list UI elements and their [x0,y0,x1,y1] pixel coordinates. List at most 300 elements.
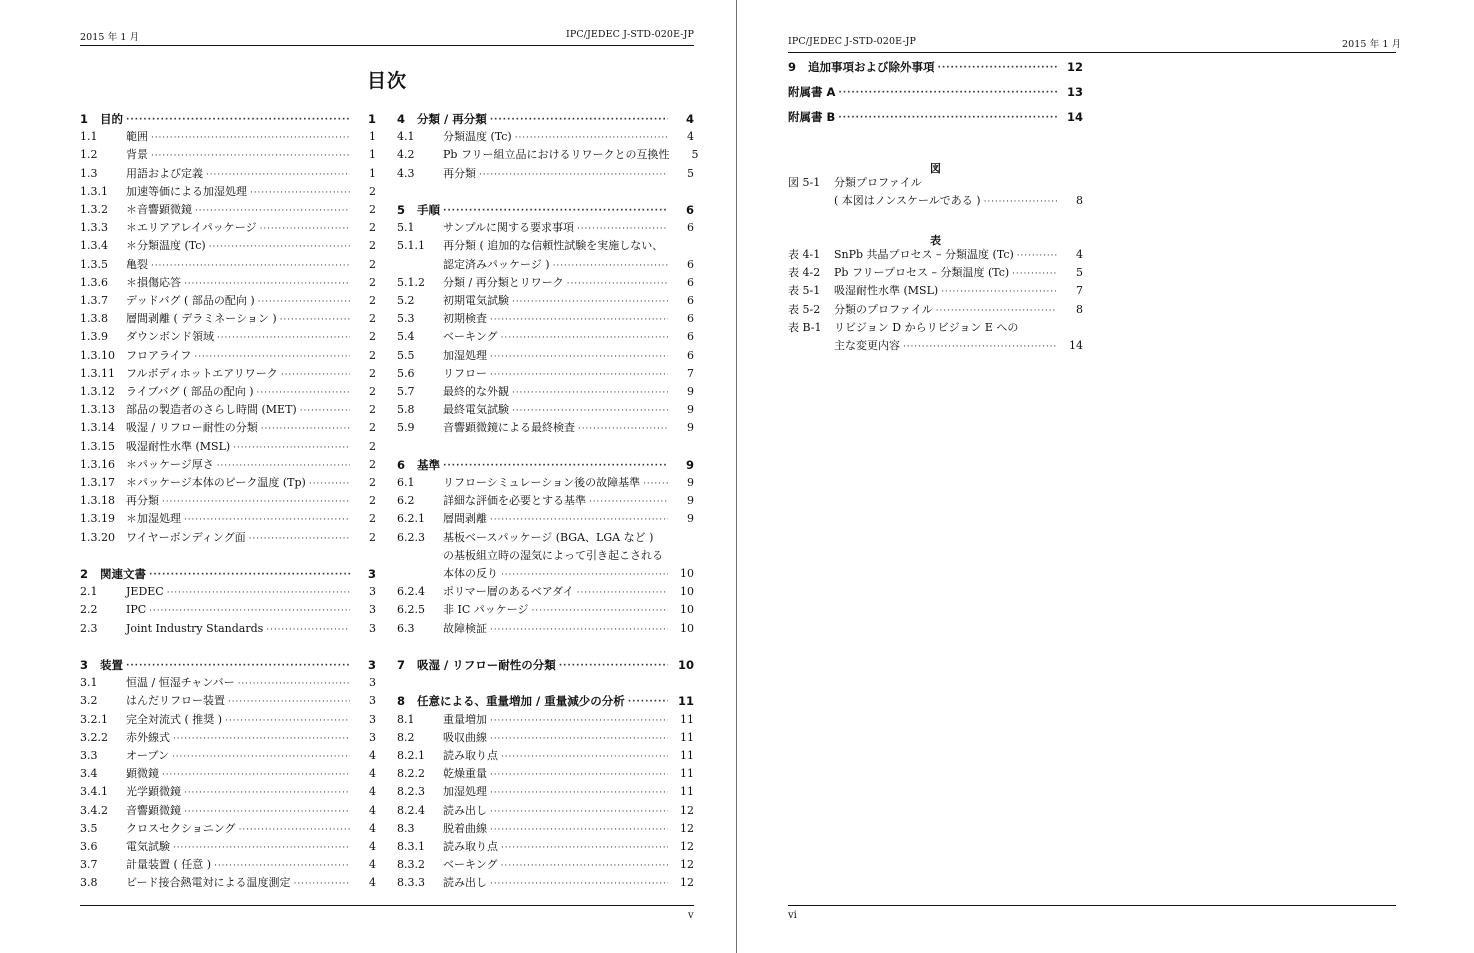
toc-entry[interactable] [397,128,694,144]
toc-entry-page: 6 [685,203,694,217]
toc-entry-number: 7 [397,658,406,672]
toc-entry[interactable] [80,219,376,235]
toc-entry-page: 6 [687,275,694,289]
toc-entry[interactable] [397,729,694,745]
toc-entry-number: 3.3 [80,749,98,762]
toc-entry[interactable] [80,492,376,508]
toc-entry[interactable] [397,856,694,872]
toc-entry-page: 11 [680,730,694,744]
toc-entry-title: 附属書 B [788,110,836,124]
toc-entry[interactable] [788,282,1083,298]
toc-entry-title: 故障検証 [443,621,487,635]
toc-entry-title: 完全対流式 ( 推奨 ) [126,712,223,726]
toc-entry-title: ビード接合熱電対による温度測定 [126,876,291,890]
toc-entry[interactable] [80,383,376,399]
toc-entry-title: 初期検査 [443,312,487,326]
toc-leader-dots [206,169,350,181]
toc-entry[interactable] [80,347,376,363]
header-rule [80,45,694,46]
toc-entry-page: 2 [369,530,376,544]
toc-leader-dots [553,260,668,272]
toc-entry-title: 吸湿 / リフロー耐性の分類 [417,658,556,672]
toc-entry-number: 6.1 [397,476,415,489]
toc-leader-dots [941,286,1057,298]
toc-entry-number: 3.1 [80,676,98,690]
toc-leader-dots [162,496,350,508]
toc-section-heading[interactable] [397,110,694,126]
toc-leader-dots [309,478,350,490]
toc-entry-title: 初期電気試験 [443,294,509,307]
toc-leader-dots [266,624,350,636]
toc-entry-title: ＊パッケージ本体のピーク温度 (Tp) [126,476,306,489]
toc-entry-number: 1.3.14 [80,421,115,435]
toc-entry[interactable] [788,319,1083,335]
toc-leader-dots [149,605,350,617]
toc-entry-page: 6 [687,221,694,235]
toc-entry-number: 1.2 [80,148,98,162]
toc-entry[interactable] [397,601,694,617]
toc-entry[interactable] [80,128,376,144]
toc-entry[interactable] [80,365,376,381]
toc-entry[interactable] [397,310,694,326]
toc-entry[interactable] [80,674,376,690]
toc-entry-page: 2 [369,421,376,435]
toc-entry-number: 5.2 [397,294,415,307]
toc-entry[interactable] [80,874,376,890]
toc-entry-title: 吸湿 / リフロー耐性の分類 [126,421,258,435]
toc-leader-dots [577,223,668,235]
toc-section-heading[interactable] [788,58,1083,74]
toc-leader-dots [195,205,350,217]
toc-entry[interactable] [80,729,376,745]
toc-entry-title: ＊分類温度 (Tc) [126,239,206,253]
toc-entry-title: 顕微鏡 [126,767,159,781]
toc-leader-dots [643,478,668,490]
toc-entry-page: 5 [691,148,699,162]
footer-rule [80,905,694,906]
toc-entry-page: 10 [680,567,694,580]
toc-leader-dots [239,824,350,836]
toc-entry-title: 再分類 ( 追加的な信頼性試験を実施しない、 [443,239,664,253]
toc-entry[interactable] [397,529,694,545]
toc-entry-page: 3 [369,730,376,744]
toc-entry-number: 1.3.10 [80,348,115,362]
toc-entry[interactable] [80,765,376,781]
toc-entry[interactable] [80,474,376,490]
toc-column-1 [80,110,376,910]
toc-entry-title: ライブバグ ( 部品の配向 ) [126,385,254,398]
toc-entry[interactable] [397,347,694,363]
toc-entry-title: 読み取り点 [443,840,498,853]
toc-entry[interactable] [80,601,376,617]
toc-entry-number: 1.3.12 [80,385,115,398]
toc-entry-number: 1.3.2 [80,203,108,216]
toc-entry-number: 表 4-2 [788,266,821,280]
toc-entry-title: 手順 [417,203,440,217]
toc-entry-page: 8 [1076,194,1083,208]
toc-entry-number: 表 5-1 [788,284,821,298]
toc-leader-dots [162,769,350,781]
toc-entry-title: 部品の製造者のさらし時間 (MET) [126,403,297,417]
toc-section-heading[interactable] [788,83,1083,99]
toc-entry-number: 3.4.1 [80,785,108,799]
toc-entry[interactable] [397,146,699,162]
toc-leader-dots [501,569,668,581]
toc-entry-title: サンプルに関する要求事項 [443,221,575,235]
toc-entry[interactable] [397,401,694,417]
toc-entry[interactable] [397,165,694,181]
toc-entry[interactable] [788,246,1083,262]
toc-entry[interactable] [397,802,694,818]
toc-entry[interactable] [397,510,694,526]
toc-entry[interactable] [397,874,694,890]
toc-entry[interactable] [80,783,376,799]
toc-entry-title: Joint Industry Standards [126,621,264,635]
toc-entry[interactable] [788,301,1083,317]
toc-leader-dots [515,132,668,144]
toc-entry[interactable] [80,820,376,836]
toc-section-heading[interactable] [80,565,376,581]
toc-entry-page: 2 [369,512,376,526]
toc-entry-title: SnPb 共晶プロセス – 分類温度 (Tc) [834,248,1014,261]
toc-entry-number: 3.6 [80,840,98,853]
toc-entry-number: 1.3.1 [80,184,108,198]
toc-entry-title: 分類のプロファイル [834,302,933,316]
toc-entry-page: 11 [680,712,694,726]
toc-leader-dots [172,751,350,763]
toc-entry-title: 追加事項および除外事項 [808,60,935,74]
toc-entry-number: 6.2.1 [397,512,425,526]
toc-entry-title: フルボディホットエアリワーク [126,366,278,380]
toc-entry[interactable] [80,856,376,872]
toc-entry-number: 2 [80,567,89,581]
toc-entry[interactable] [397,747,694,763]
toc-entry-title: 基板ベースパッケージ (BGA、LGA など ) [443,530,654,544]
toc-entry-title: 計量装置 ( 任意 ) [126,858,212,872]
toc-entry-page: 4 [1076,248,1083,261]
toc-entry-title: 目的 [100,112,123,126]
toc-entry[interactable] [397,547,694,563]
toc-entry-number: 8 [397,694,406,709]
toc-entry-number: 8.3.2 [397,858,425,872]
toc-entry-title: 本体の反り [443,567,498,580]
toc-entry-page: 4 [369,803,376,817]
toc-entry-number: 1.3 [80,166,98,180]
toc-entry-title: リフロー [443,366,487,380]
toc-entry-number: 1.3.20 [80,530,115,544]
toc-entry-number: 2.3 [80,621,98,635]
toc-entry-title: 吸湿耐性水準 (MSL) [834,284,939,298]
toc-entry[interactable] [80,165,376,181]
toc-entry-number: 6.2 [397,494,415,508]
toc-entry[interactable] [80,274,376,290]
toc-entry[interactable] [788,174,1083,190]
toc-entry-number: 8.2 [397,730,415,744]
toc-entry-number: 1 [80,112,89,126]
toc-entry[interactable] [397,237,694,253]
toc-entry-number: 4 [397,112,406,126]
toc-leader-dots [184,806,350,818]
toc-entry[interactable] [397,256,694,272]
toc-entry-number: 1.1 [80,130,98,144]
toc-entry[interactable] [397,292,694,308]
toc-leader-dots [838,87,1057,99]
toc-entry-page: 2 [369,494,376,508]
toc-entry-number: 5.1.1 [397,239,425,253]
toc-entry-number: 1.3.13 [80,403,115,417]
toc-leader-dots [490,114,668,126]
toc-section-heading[interactable] [788,108,1083,124]
toc-entry-title: Pb フリープロセス – 分類温度 (Tc) [834,266,1010,280]
toc-entry-page: 4 [369,767,376,781]
toc-entry[interactable] [397,620,694,636]
toc-entry-number: 8.2.1 [397,749,425,762]
toc-entry[interactable] [397,419,694,435]
toc-entry-title: 再分類 [443,166,476,180]
toc-entry[interactable] [397,274,694,290]
toc-entry[interactable] [397,838,694,854]
toc-leader-dots [300,405,350,417]
toc-entry-page: 1 [367,112,376,126]
toc-entry[interactable] [80,529,376,545]
toc-entry[interactable] [397,492,694,508]
toc-entry-title: 関連文書 [100,567,146,581]
toc-entry-title: 乾燥重量 [443,767,487,781]
header-date: 2015 年 1 月 [1342,39,1402,50]
toc-leader-dots [261,423,350,435]
toc-entry-number: 1.3.19 [80,512,115,526]
toc-section-heading[interactable] [80,110,376,126]
toc-entry-title: 吸湿耐性水準 (MSL) [126,439,231,453]
toc-leader-dots [501,860,668,872]
toc-entry-number: 表 B-1 [788,320,822,334]
toc-section-heading[interactable] [397,692,694,708]
toc-leader-dots [151,260,350,272]
toc-leader-dots [490,806,668,818]
toc-entry-page: 11 [677,694,694,709]
toc-entry-number: 5.7 [397,385,415,398]
toc-entry-page: 4 [369,858,376,872]
toc-entry-title: はんだリフロー装置 [126,694,225,708]
toc-entry[interactable] [397,565,694,581]
toc-entry[interactable] [788,192,1083,208]
toc-entry-number: 3.8 [80,876,98,890]
toc-entry-number: 1.3.9 [80,330,108,344]
toc-entry[interactable] [788,337,1083,353]
toc-entry[interactable] [788,264,1083,280]
toc-leader-dots [490,824,668,836]
toc-entry-title: 音響顕微鏡 [126,803,181,817]
toc-entry[interactable] [397,583,694,599]
toc-entry-number: 1.3.6 [80,275,108,289]
toc-leader-dots [149,569,350,581]
toc-entry-page: 1 [369,148,376,162]
toc-entry-page: 9 [687,476,694,489]
toc-entry[interactable] [397,365,694,381]
toc-entry-title: 重量増加 [443,712,487,726]
toc-entry-page: 12 [1066,60,1083,74]
figures-heading: 図 [930,162,941,175]
toc-entry[interactable] [80,456,376,472]
toc-entry-number: 表 5-2 [788,302,821,316]
toc-entry-title: Pb フリー組立品におけるリワークとの互換性 [443,148,670,162]
toc-entry-title: 音響顕微鏡による最終検査 [443,421,575,435]
toc-page-right [738,0,1474,953]
toc-entry-page: 7 [687,366,694,380]
toc-entry-title: 装置 [100,658,123,672]
toc-entry-page: 2 [369,439,376,453]
toc-entry[interactable] [80,419,376,435]
toc-entry[interactable] [80,747,376,763]
header-rule [788,52,1396,53]
toc-section-heading[interactable] [80,656,376,672]
toc-leader-dots [1017,250,1057,262]
toc-entry-page: 9 [687,385,694,398]
toc-entry-page: 2 [369,385,376,398]
toc-entry-title: ポリマー層のあるベアダイ [443,585,574,599]
toc-entry-page: 2 [369,239,376,253]
toc-entry-page: 4 [369,840,376,853]
toc-entry[interactable] [397,783,694,799]
toc-entry-title: 加湿処理 [443,785,487,799]
toc-column-2 [397,110,699,910]
toc-entry-title: 加速等価による加湿処理 [126,184,247,198]
toc-entry-page: 1 [369,130,376,144]
toc-entry-number: 1.3.15 [80,439,115,453]
toc-entry-number: 3.4.2 [80,803,108,817]
toc-leader-dots [151,132,350,144]
toc-entry[interactable] [397,765,694,781]
toc-leader-dots [490,369,668,381]
toc-entry-title: 詳細な評価を必要とする基準 [443,494,586,508]
toc-entry[interactable] [397,474,694,490]
toc-entry[interactable] [80,838,376,854]
toc-entry-page: 12 [680,803,694,817]
toc-entry-page: 10 [677,658,694,672]
toc-entry-title: 最終的な外観 [443,385,509,398]
toc-entry[interactable] [80,510,376,526]
toc-entry-title: 読み取り点 [443,749,498,762]
toc-entry[interactable] [80,802,376,818]
toc-section-heading[interactable] [397,201,694,217]
toc-entry-number: 5.1 [397,221,415,235]
toc-leader-dots [250,187,350,199]
toc-entry-page: 2 [369,184,376,198]
toc-entry-page: 2 [369,312,376,326]
toc-entry-number: 5.9 [397,421,415,435]
toc-entry-title: 分類温度 (Tc) [443,130,512,144]
toc-entry-title: 吸収曲線 [443,730,487,744]
toc-entry[interactable] [397,328,694,344]
toc-entry-page: 2 [369,476,376,489]
toc-entry-title: 読み出し [443,876,487,890]
toc-entry-number: 1.3.7 [80,294,108,307]
toc-entry-page: 4 [685,112,694,126]
toc-entry-title: 最終電気試験 [443,403,509,417]
toc-entry-page: 3 [369,585,376,599]
toc-leader-dots [184,787,350,799]
toc-entry-page: 6 [687,348,694,362]
toc-entry-page: 13 [1066,85,1083,99]
toc-leader-dots [567,278,668,290]
toc-entry[interactable] [397,383,694,399]
toc-leader-dots [938,62,1058,74]
toc-leader-dots [512,405,668,417]
toc-entry-page: 4 [687,130,694,144]
toc-entry-page: 3 [369,603,376,617]
toc-entry-title: 赤外線式 [126,730,170,744]
toc-entry-page: 10 [680,585,694,599]
toc-entry-title: ( 本図はノンスケールである ) [834,194,981,208]
toc-leader-dots [280,314,350,326]
toc-entry[interactable] [80,620,376,636]
toc-entry[interactable] [80,711,376,727]
toc-entry[interactable] [397,219,694,235]
toc-entry[interactable] [397,711,694,727]
toc-leader-dots [257,387,350,399]
toc-entry-number: 4.1 [397,130,415,144]
toc-entry-number: 5.8 [397,403,415,417]
toc-entry-page: 2 [369,257,376,271]
toc-entry[interactable] [80,583,376,599]
toc-entry-page: 6 [687,294,694,307]
toc-entry-page: 14 [1066,110,1083,124]
toc-section-heading[interactable] [397,656,694,672]
toc-leader-dots [217,460,350,472]
toc-entry-number: 8.3.1 [397,840,425,853]
toc-entry-page: 2 [369,348,376,362]
toc-leader-dots [490,514,668,526]
page-divider [736,0,737,953]
toc-entry[interactable] [80,146,376,162]
toc-entry[interactable] [80,183,376,199]
toc-leader-dots [903,341,1057,353]
toc-entry-title: 背景 [126,148,148,162]
toc-entry[interactable] [397,820,694,836]
toc-leader-dots [281,369,350,381]
toc-entry-number: 9 [788,60,797,74]
toc-entry[interactable] [80,438,376,454]
toc-entry-title: 読み出し [443,803,487,817]
toc-entry-page: 11 [680,749,694,762]
toc-leader-dots [228,696,350,708]
toc-leader-dots [936,305,1057,317]
toc-entry[interactable] [80,256,376,272]
toc-entry[interactable] [80,237,376,253]
toc-entry-number: 5.3 [397,312,415,326]
toc-entry-number: 4.2 [397,148,415,162]
toc-leader-dots [209,241,350,253]
toc-section-heading[interactable] [397,456,694,472]
toc-entry-number: 3 [80,658,89,672]
toc-entry-page: 12 [680,840,694,853]
toc-entry[interactable] [80,401,376,417]
toc-entry-title: ＊加湿処理 [126,512,181,526]
toc-entry[interactable] [80,692,376,708]
toc-entry[interactable] [80,201,376,217]
toc-entry-number: 1.3.17 [80,476,115,489]
toc-main-continued [788,58,1083,148]
toc-entry[interactable] [80,292,376,308]
toc-entry-page: 3 [369,694,376,708]
toc-entry-page: 5 [1076,266,1083,280]
toc-entry-page: 3 [369,621,376,635]
toc-entry[interactable] [80,310,376,326]
toc-entry-number: 6 [397,457,406,472]
toc-leader-dots [173,733,350,745]
toc-entry[interactable] [80,328,376,344]
toc-entry-number: 図 5-1 [788,176,821,189]
